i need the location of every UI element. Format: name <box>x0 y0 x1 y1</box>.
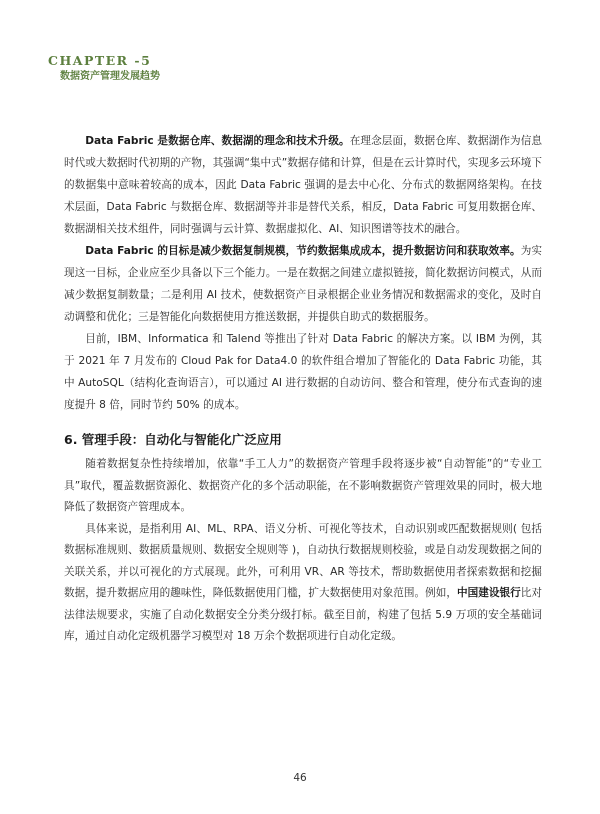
paragraph-text: 随着数据复杂性持续增加，依靠“手工人力”的数据资产管理手段将逐步被“自动智能”的“专业工具”取代，覆盖数据资源化、数据资产化的多个活动职能，在不影响数据资产管理效果的同时，极大地降低了数据资产管理成本。 <box>64 458 542 513</box>
paragraph-automation-detail <box>64 519 542 648</box>
page-number: 46 <box>293 772 307 784</box>
chapter-subtitle: 数据资产管理发展趋势 <box>60 71 160 82</box>
paragraph-vendors <box>64 328 542 416</box>
paragraph-text: 具体来说，是指利用 AI、ML、RPA、语义分析、可视化等技术，自动识别或匹配数据规则( 包括数据标准规则、数据质量规则、数据安全规则等 )，自动执行数据规则校验，或是自动发现数据之间的关联关系，并以可视化的方式展现。此外，可利用 VR、AR 等技术，帮助数据使用者探索数据和挖掘数据，提升数据应用的趣味性，降低数据使用门槛，扩大数据使用对象范围。例如， <box>64 522 542 599</box>
paragraph-text: 目前，IBM、Informatica 和 Talend 等推出了针对 Data Fabric 的解决方案。以 IBM 为例，其于 2021 年 7 月发布的 Cloud Pak for Data4.0 的软件组合增加了智能化的 Data Fabric 功能，其中 AutoSQL（结构化查询语言），可以通过 AI 进行数据的自动访问、整合和管理，使分布式查询的速度提升 8 倍，同时节约 50% 的成本。 <box>64 333 542 411</box>
paragraph-lead: Data Fabric 是数据仓库、数据湖的理念和技术升级。 <box>85 135 350 147</box>
chapter-header <box>48 54 160 83</box>
paragraph-data-fabric-goal <box>64 240 542 328</box>
paragraph-lead: Data Fabric 的目标是减少数据复制规模，节约数据集成成本，提升数据访问和获取效率。 <box>85 245 521 257</box>
paragraph-text: 为实现这一目标，企业应至少具备以下三个能力。一是在数据之间建立虚拟链接，简化数据访问模式，从而减少数据复制数量；二是利用 AI 技术，使数据资产目录根据企业业务情况和数据需求的变化，及时自动调整和优化；三是智能化向数据使用方推送数据，并提供自助式的数据服务。 <box>64 245 542 323</box>
chapter-label: CHAPTER -5 <box>48 53 152 68</box>
bank-name: 中国建设银行 <box>457 587 521 599</box>
paragraph-text: 比对法律法规要求，实施了自动化数据安全分类分级打标。截至目前，构建了包括 5.9 万项的安全基础词库，通过自动化定级机器学习模型对 18 万余个数据项进行自动化定级。 <box>64 587 543 642</box>
page-body <box>64 130 542 648</box>
paragraph-text: 在理念层面，数据仓库、数据湖作为信息时代或大数据时代初期的产物，其强调“集中式”数据存储和计算，但是在云计算时代，实现多云环境下的数据集中意味着较高的成本，因此 Data Fabric 强调的是去中心化、分布式的数据网络架构。在技术层面，Data Fabric 与数据仓库、数据湖等并非是替代关系，相反，Data Fabric 可复用数据仓库、数据湖相关技术组件，同时强调与云计算、数据虚拟化、AI、知识图谱等技术的融合。 <box>64 135 543 235</box>
paragraph-automation-intro <box>64 454 542 519</box>
paragraph-data-fabric-concept <box>64 130 542 240</box>
section-title: 6. 管理手段：自动化与智能化广泛应用 <box>64 432 282 447</box>
